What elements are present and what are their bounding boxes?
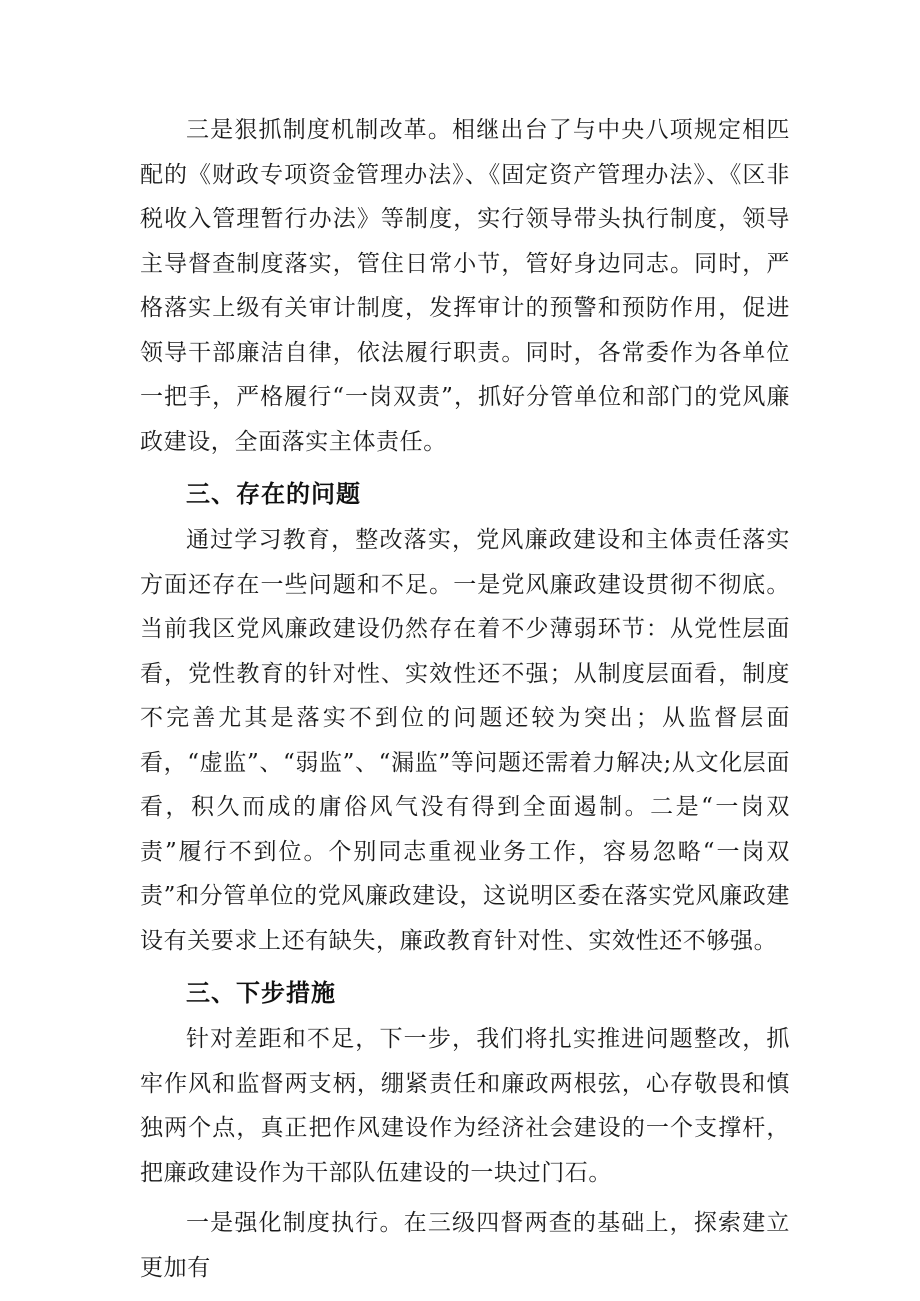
heading-existing-problems: 三、存在的问题 bbox=[186, 480, 361, 508]
heading-next-steps: 三、下步措施 bbox=[186, 979, 336, 1007]
paragraph-system-reform: 三是狠抓制度机制改革。相继出台了与中央八项规定相匹配的《财政专项资金管理办法》、《固定资产管理办法》、《区非税收入管理暂行办法》等制度，实行领导带头执行制度，领导主导督查制度落实，管住日常小节，管好身边同志。同时，严格落实上级有关审计制度，发挥审计的预警和预防作用，促进领导干部廉洁自律，依法履行职责。同时，各常委作为各单位一把手，严格履行“一岗双责”，抓好分管单位和部门的党风廉政建设，全面落实主体责任。 bbox=[140, 117, 790, 455]
paragraph-strengthen-system: 一是强化制度执行。在三级四督两查的基础上，探索建立更加有 bbox=[140, 1210, 790, 1281]
paragraph-problems: 通过学习教育，整改落实，党风廉政建设和主体责任落实方面还存在一些问题和不足。一是党风廉政建设贯彻不彻底。当前我区党风廉政建设仍然存在着不少薄弱环节：从党性层面看，党性教育的针对性、实效性还不强；从制度层面看，制度不完善尤其是落实不到位的问题还较为突出；从监督层面看，“虚监”、“弱监”、“漏监”等问题还需着力解决;从文化层面看，积久而成的庸俗风气没有得到全面遏制。二是“一岗双责”履行不到位。个别同志重视业务工作，容易忽略“一岗双责”和分管单位的党风廉政建设，这说明区委在落实党风廉政建设有关要求上还有缺失，廉政教育针对性、实效性还不够强。 bbox=[140, 527, 790, 954]
paragraph-next-steps: 针对差距和不足，下一步，我们将扎实推进问题整改，抓牢作风和监督两支柄，绷紧责任和廉政两根弦，心存敬畏和慎独两个点，真正把作风建设作为经济社会建设的一个支撑杆，把廉政建设作为干部队伍建设的一块过门石。 bbox=[140, 1026, 790, 1186]
document-body bbox=[140, 108, 790, 1290]
